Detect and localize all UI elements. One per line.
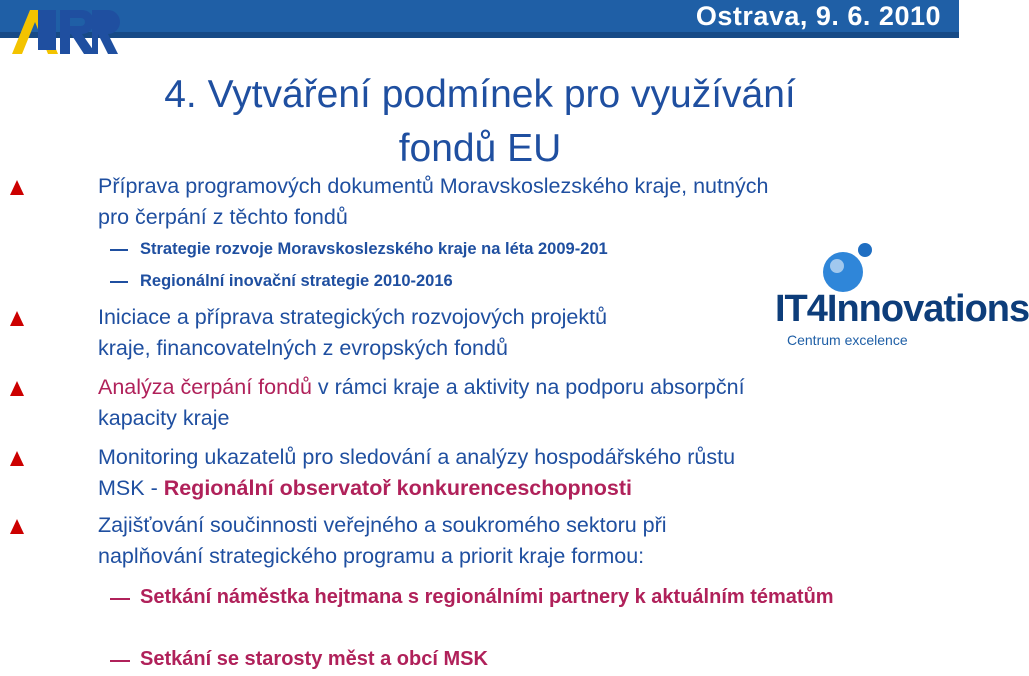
bullet-4-line-2 [98, 473, 938, 504]
bullet-3-red-text: Analýza čerpání fondů [98, 375, 312, 399]
bullet-triangle-icon [10, 180, 24, 195]
bullet-triangle-icon [10, 381, 24, 396]
date-label: Ostrava, 9. 6. 2010 [695, 1, 941, 31]
it4innovations-logo [775, 240, 1029, 348]
bullet-1-line-2: pro čerpání z těchto fondů [98, 205, 348, 229]
title-line-1: 4. Vytváření podmínek pro využívání [164, 73, 796, 116]
bullet-5-line-2: naplňování strategického programu a priorit kraje formou: [98, 544, 645, 568]
bullet-triangle-icon [10, 451, 24, 466]
dash-icon [110, 249, 128, 251]
bullet-4-prefix: MSK - [98, 476, 164, 500]
bullet-5 [98, 510, 938, 572]
bullet-4-line-1: Monitoring ukazatelů pro sledování a analýzy hospodářského růstu [98, 445, 736, 469]
bullet-1-line-1: Příprava programových dokumentů Moravskoslezského kraje, nutných [98, 174, 769, 198]
bullet-4-red-text: Regionální observatoř konkurenceschopnosti [163, 476, 633, 500]
subitem-5-1: Setkání náměstka hejtmana s regionálními partnery k aktuálním tématům [140, 586, 834, 608]
subitem-1-2: Regionální inovační strategie 2010-2016 [140, 272, 453, 290]
bullet-2-line-2: kraje, financovatelných z evropských fondů [98, 336, 508, 360]
bullet-3 [98, 372, 938, 434]
it4-subtitle: Centrum excelence [787, 332, 908, 348]
bullet-triangle-icon [10, 519, 24, 534]
bullet-2-line-1: Iniciace a příprava strategických rozvojových projektů [98, 305, 608, 329]
subitem-1-1: Strategie rozvoje Moravskoslezského kraje na léta 2009-201 [140, 240, 608, 258]
it4-wordmark: IT4Innovations [775, 288, 1029, 330]
bullet-4 [98, 442, 938, 504]
dash-icon [110, 598, 130, 600]
slide-title [100, 68, 860, 176]
dash-icon [110, 660, 130, 662]
bullet-3-line-2: kapacity kraje [98, 406, 230, 430]
bullet-3-line-1 [98, 372, 938, 403]
arr-logo [8, 2, 120, 60]
subitem-5-2: Setkání se starosty měst a obcí MSK [140, 648, 488, 670]
bullet-3-rest-text: v rámci kraje a aktivity na podporu absorpční [311, 375, 745, 399]
dash-icon [110, 281, 128, 283]
bullet-triangle-icon [10, 311, 24, 326]
bullet-1 [98, 171, 938, 233]
title-line-2: fondů EU [398, 127, 562, 170]
bullet-5-line-1: Zajišťování součinnosti veřejného a soukromého sektoru při [98, 513, 667, 537]
bullet-2 [98, 302, 738, 364]
